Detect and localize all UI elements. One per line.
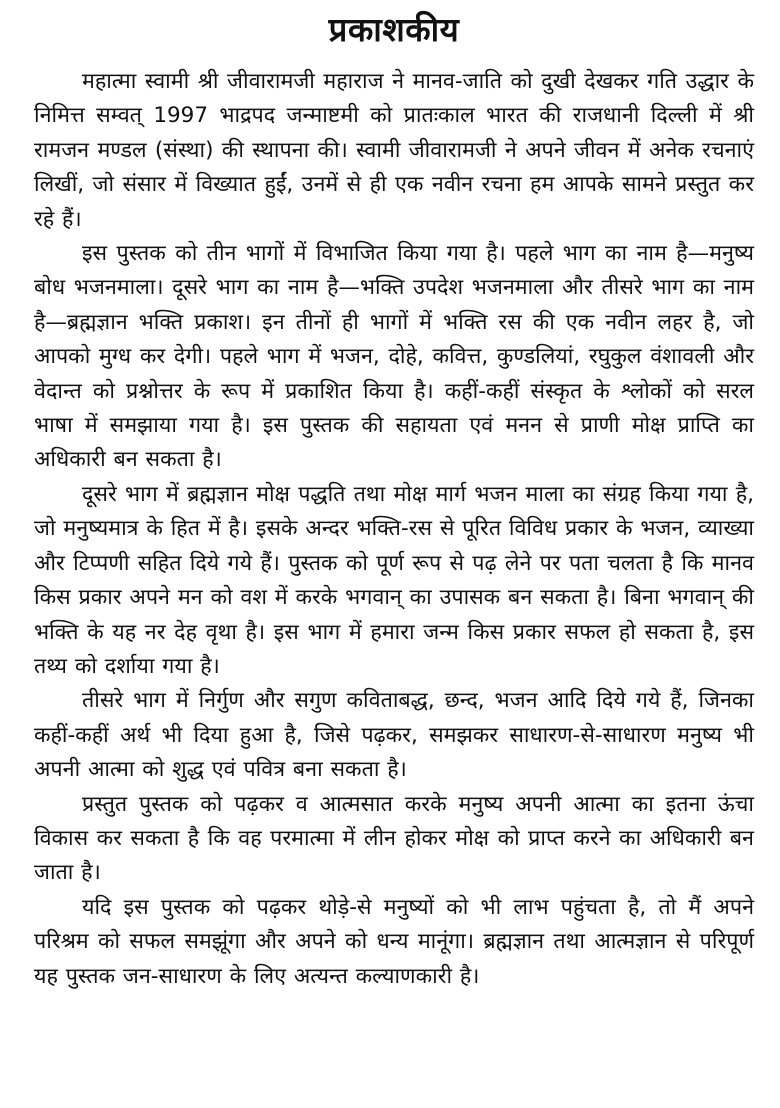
- page-title: प्रकाशकीय: [328, 10, 460, 49]
- paragraph-4: तीसरे भाग में निर्गुण और सगुण कविताबद्ध, छन्द, भजन आदि दिये गये हैं, जिनका कहीं-कहीं अर्थ भी दिया हुआ है, जिसे पढ़कर, समझकर साधारण-से-साधारण मनुष्य भी अपनी आत्मा को शुद्ध एवं पवित्र बना सकता है।: [34, 688, 754, 783]
- paragraph-3: दूसरे भाग में ब्रह्मज्ञान मोक्ष पद्धति तथा मोक्ष मार्ग भजन माला का संग्रह किया गया है, जो मनुष्यमात्र के हित में है। इसके अन्दर भक्ति-रस से पूरित विविध प्रकार के भजन, व्याख्या और टिप्पणी सहित दिये गये हैं। पुस्तक को पूर्ण रूप से पढ़ लेने पर पता चलता है कि मानव किस प्रकार अपने मन को वश में करके भगवान् का उपासक बन सकता है। बिना भगवान् की भक्ति के यह नर देह वृथा है। इस भाग में हमारा जन्म किस प्रकार सफल हो सकता है, इस तथ्य को दर्शाया गया है।: [34, 481, 754, 679]
- paragraph-1: महात्मा स्वामी श्री जीवारामजी महाराज ने मानव-जाति को दुखी देखकर गति उद्धार के निमित्त सम्वत् 1997 भाद्रपद जन्माष्टमी को प्रातःकाल भारत की राजधानी दिल्ली में श्री रामजन मण्डल (संस्था) की स्थापना की। स्वामी जीवारामजी ने अपने जीवन में अनेक रचनाएं लिखीं, जो संसार में विख्यात हुईं, उनमें से ही एक नवीन रचना हम आपके सामने प्रस्तुत कर रहे हैं।: [34, 69, 754, 232]
- paragraph-6: यदि इस पुस्तक को पढ़कर थोड़े-से मनुष्यों को भी लाभ पहुंचता है, तो मैं अपने परिश्रम को सफल समझूंगा और अपने को धन्य मानूंगा। ब्रह्मज्ञान तथा आत्मज्ञान से परिपूर्ण यह पुस्तक जन-साधारण के लिए अत्यन्त कल्याणकारी है।: [34, 894, 754, 989]
- paragraph-5: प्रस्तुत पुस्तक को पढ़कर व आत्मसात करके मनुष्य अपनी आत्मा का इतना ऊंचा विकास कर सकता है कि वह परमात्मा में लीन होकर मोक्ष को प्राप्त करने का अधिकारी बन जाता है।: [34, 791, 754, 886]
- paragraph-2: इस पुस्तक को तीन भागों में विभाजित किया गया है। पहले भाग का नाम है—मनुष्य बोध भजनमाला। दूसरे भाग का नाम है—भक्ति उपदेश भजनमाला और तीसरे भाग का नाम है—ब्रह्मज्ञान भक्ति प्रकाश। इन तीनों ही भागों में भक्ति रस की एक नवीन लहर है, जो आपको मुग्ध कर देगी। पहले भाग में भजन, दोहे, कवित्त, कुण्डलियां, रघुकुल वंशावली और वेदान्त को प्रश्नोत्तर के रूप में प्रकाशित किया है। कहीं-कहीं संस्कृत के श्लोकों को सरल भाषा में समझाया गया है। इस पुस्तक की सहायता एवं मनन से प्राणी मोक्ष प्राप्ति का अधिकारी बन सकता है।: [34, 241, 754, 473]
